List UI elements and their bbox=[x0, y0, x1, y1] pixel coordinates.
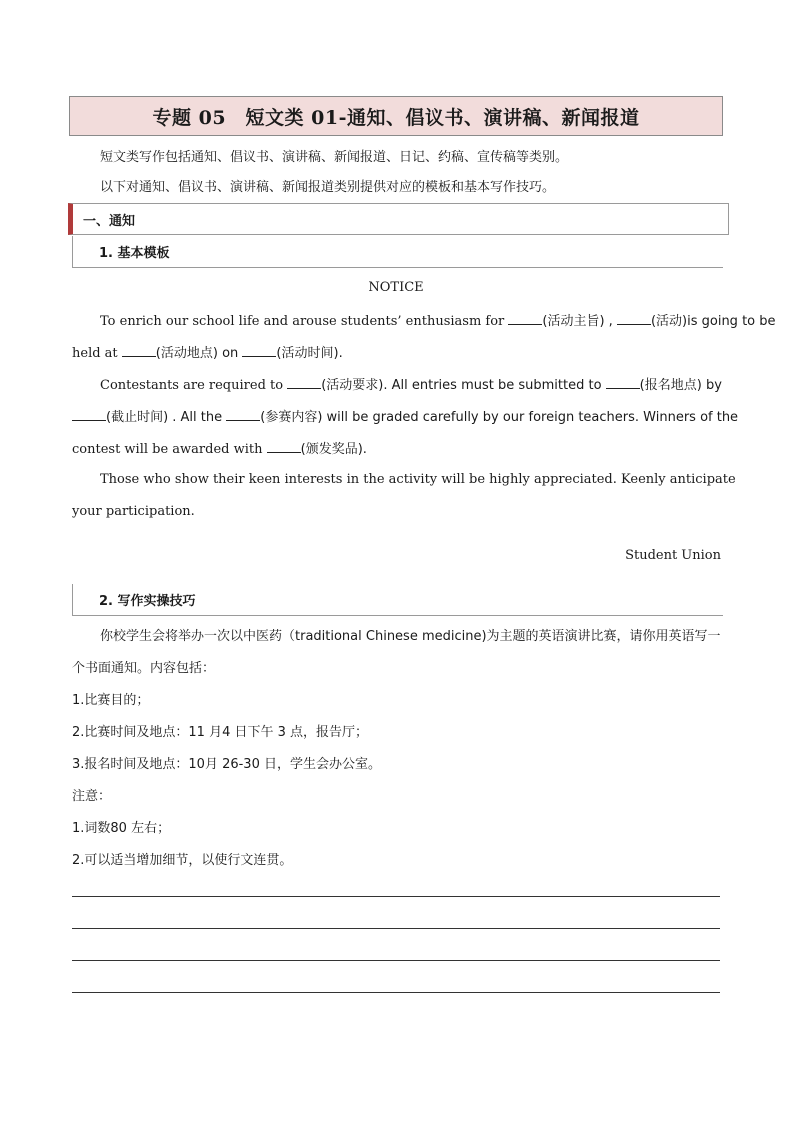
subheading-basic-template: 1. 基本模板 bbox=[72, 236, 723, 268]
answer-line bbox=[72, 928, 720, 929]
task-line-2: 个书面通知。内容包括： bbox=[72, 661, 216, 676]
template-text: (参赛内容) will be graded carefully by our foreign teachers. Winners of the bbox=[260, 410, 739, 425]
notice-title: NOTICE bbox=[368, 280, 424, 295]
template-paragraph-3-line-2: your participation. bbox=[72, 504, 195, 519]
template-paragraph-2-line-3 bbox=[72, 440, 367, 458]
template-text: (活动地点) on bbox=[155, 346, 239, 361]
template-text: (颁发奖品). bbox=[300, 442, 367, 457]
template-text: (报名地点) by bbox=[639, 378, 722, 393]
task-item-1: 1.比赛目的； bbox=[72, 693, 150, 708]
template-paragraph-1-line-2 bbox=[72, 344, 343, 362]
note-item-2: 2.可以适当增加细节，以使行文连贯。 bbox=[72, 853, 293, 868]
fill-blank bbox=[287, 376, 321, 389]
note-label: 注意： bbox=[72, 789, 112, 804]
template-text: To enrich our school life and arouse students’ enthusiasm for bbox=[100, 314, 505, 329]
note-item-1: 1.词数80 左右； bbox=[72, 821, 171, 836]
template-text: (活动主旨) , bbox=[542, 314, 613, 329]
intro-line-2: 以下对通知、倡议书、演讲稿、新闻报道类别提供对应的模板和基本写作技巧。 bbox=[100, 180, 556, 195]
fill-blank bbox=[606, 376, 640, 389]
template-text: (活动要求). All entries must be submitted to bbox=[321, 378, 602, 393]
fill-blank bbox=[617, 312, 651, 325]
answer-line bbox=[72, 992, 720, 993]
template-text: (活动)is going to be bbox=[650, 314, 776, 329]
subheading-writing-skills: 2. 写作实操技巧 bbox=[72, 584, 723, 616]
fill-blank bbox=[122, 344, 156, 357]
template-text: held at bbox=[72, 346, 118, 361]
template-paragraph-2-line-1 bbox=[100, 376, 722, 394]
fill-blank bbox=[242, 344, 276, 357]
template-text: contest will be awarded with bbox=[72, 442, 263, 457]
signature: Student Union bbox=[625, 548, 721, 563]
fill-blank bbox=[267, 440, 301, 453]
task-line-1: 你校学生会将举办一次以中医药（traditional Chinese medicine)为主题的英语演讲比赛，请你用英语写一 bbox=[100, 629, 721, 644]
page-title: 专题 05 短文类 01-通知、倡议书、演讲稿、新闻报道 bbox=[69, 96, 723, 136]
template-text: (活动时间). bbox=[276, 346, 343, 361]
template-text: Contestants are required to bbox=[100, 378, 284, 393]
fill-blank bbox=[508, 312, 542, 325]
template-text: (截止时间) . All the bbox=[106, 410, 223, 425]
answer-line bbox=[72, 960, 720, 961]
intro-line-1: 短文类写作包括通知、倡议书、演讲稿、新闻报道、日记、约稿、宣传稿等类别。 bbox=[100, 150, 569, 165]
task-item-3: 3.报名时间及地点：10月 26-30 日，学生会办公室。 bbox=[72, 757, 381, 772]
template-paragraph-3-line-1: Those who show their keen interests in the activity will be highly appreciated. Keenly anticipate bbox=[100, 472, 736, 487]
task-item-2: 2.比赛时间及地点：11 月4 日下午 3 点，报告厅； bbox=[72, 725, 369, 740]
fill-blank bbox=[72, 408, 106, 421]
template-paragraph-1-line-1 bbox=[100, 312, 776, 330]
answer-line bbox=[72, 896, 720, 897]
section-heading-notice: 一、通知 bbox=[68, 203, 729, 235]
template-paragraph-2-line-2 bbox=[72, 408, 738, 426]
fill-blank bbox=[226, 408, 260, 421]
